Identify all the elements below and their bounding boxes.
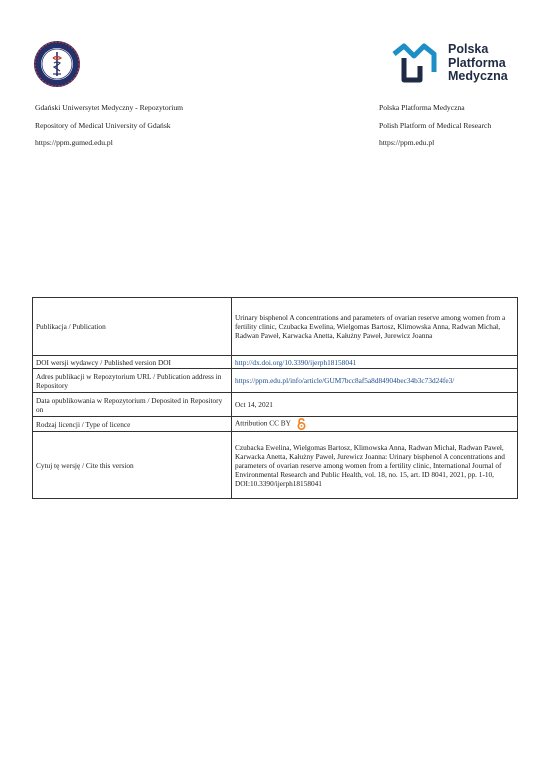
- university-header: [35, 103, 183, 156]
- table-row-licence: [33, 417, 518, 432]
- logo-line-2: Platforma: [448, 55, 506, 70]
- university-name-pl: Gdański Uniwersytet Medyczny - Repozytorium: [35, 103, 184, 112]
- table-row-doi: [33, 356, 518, 369]
- licence-cell: [232, 417, 518, 432]
- logo-line-1: Polska: [448, 42, 489, 56]
- publication-metadata-table: [32, 297, 518, 499]
- licence-label: Rodzaj licencji / Type of licence: [33, 417, 232, 432]
- table-row-date: [33, 393, 518, 417]
- doi-link[interactable]: http://dx.doi.org/10.3390/ijerph18158041: [232, 356, 518, 369]
- cite-value: Czubacka Ewelina, Wielgomas Bartosz, Klimowska Anna, Radwan Michał, Radwan Paweł, Karwacka Anetta, Kałużny Paweł, Jurewicz Joanna: Urinary bisphenol A concentrations and parameters of ovarian reserve among women from a fertility clinic, International Journal of Environmental Research and Public Health, vol. 18, no. 15, art. ID 8041, 2021, pp. 1-10, DOI:10.3390/ijerph18158041: [232, 432, 518, 499]
- platform-name-en: Polish Platform of Medical Research: [379, 120, 492, 130]
- table-row-publication: [33, 298, 518, 356]
- deposit-date-value: Oct 14, 2021: [232, 393, 518, 417]
- publication-value: Urinary bisphenol A concentrations and parameters of ovarian reserve among women from a fertility clinic, Czubacka Ewelina, Wielgomas Bartosz, Klimowska Anna, Radwan Michał, Radwan Paweł, Karwacka Anetta, Kałużny Paweł, Jurewicz Joanna: [232, 298, 518, 356]
- ppm-logo-text: [448, 43, 508, 84]
- deposit-date-label: Data opublikowania w Repozytorium / Deposited in Repository on: [33, 393, 232, 417]
- platform-url[interactable]: https://ppm.edu.pl: [379, 138, 435, 147]
- doi-label: DOI wersji wydawcy / Published version DOI: [33, 356, 232, 369]
- licence-value: Attribution CC BY: [235, 418, 291, 428]
- table-row-cite: [33, 432, 518, 499]
- university-name-en: Repository of Medical University of Gdańsk: [35, 120, 171, 130]
- university-seal-logo: [33, 40, 81, 88]
- publication-label: Publikacja / Publication: [33, 298, 232, 356]
- cite-label: Cytuj tę wersję / Cite this version: [33, 432, 232, 499]
- logo-line-3: Medyczna: [448, 69, 508, 83]
- platform-header: [379, 103, 491, 156]
- table-row-address: [33, 369, 518, 393]
- open-access-icon: [297, 418, 306, 430]
- repository-address-link[interactable]: https://ppm.edu.pl/info/article/GUM7bcc8af5a8d84904bec34b3c73d24fe3/: [232, 369, 518, 393]
- platform-name-pl: Polska Platforma Medyczna: [379, 103, 465, 112]
- address-label: Adres publikacji w Repozytorium URL / Publication address in Repository: [33, 369, 232, 393]
- university-url[interactable]: https://ppm.gumed.edu.pl: [35, 138, 113, 147]
